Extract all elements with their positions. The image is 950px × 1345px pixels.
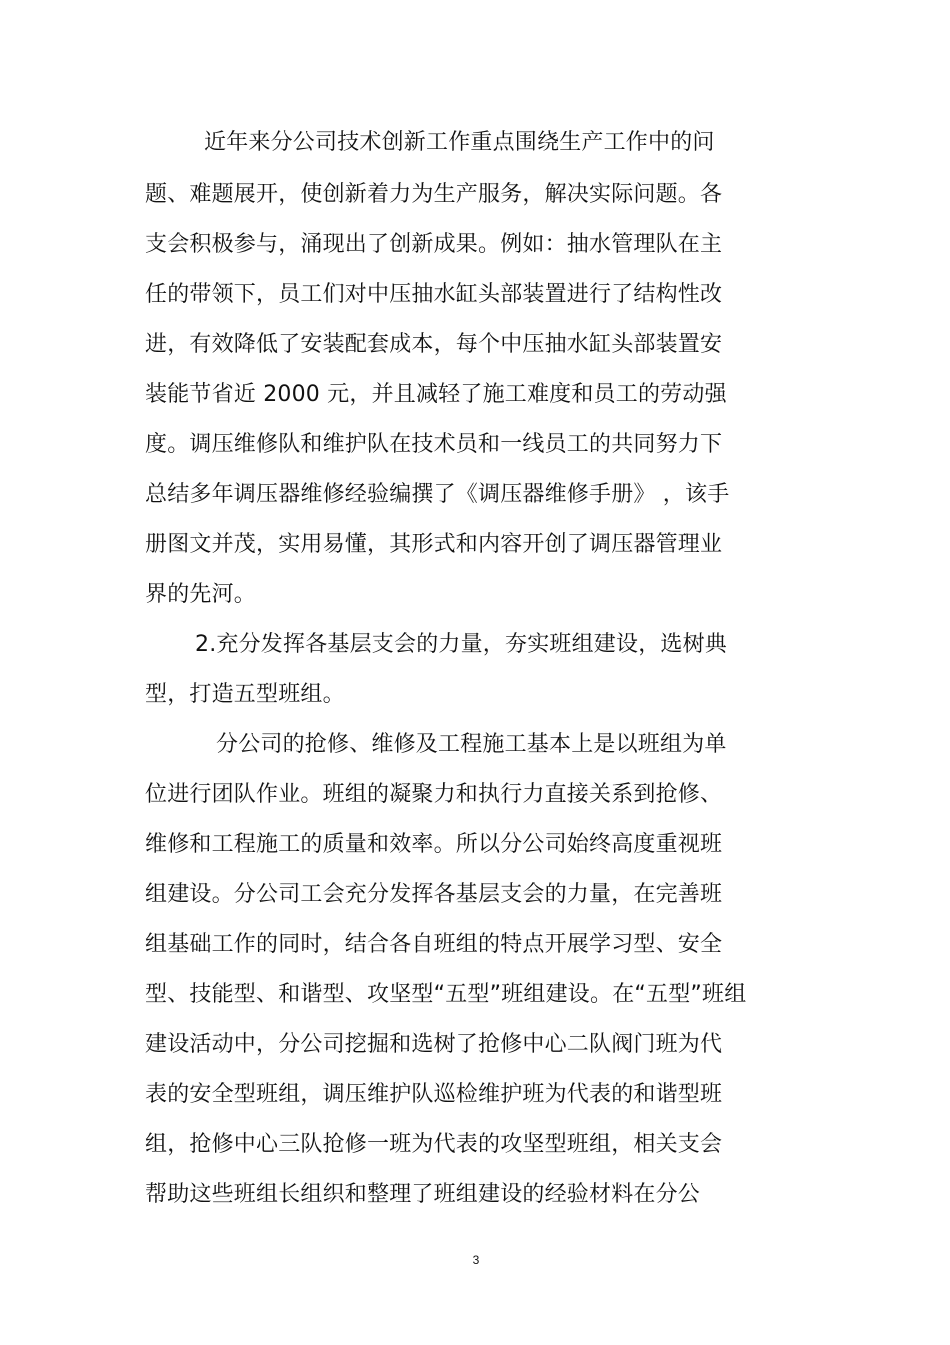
paragraph-line: 维修和工程施工的质量和效率。所以分公司始终高度重视班: [145, 832, 723, 857]
paragraph-line: 册图文并茂，实用易懂，其形式和内容开创了调压器管理业: [145, 532, 723, 557]
paragraph-line: 组，抢修中心三队抢修一班为代表的攻坚型班组，相关支会: [145, 1132, 723, 1157]
paragraph-line: 型、技能型、和谐型、攻坚型“五型”班组建设。在“五型”班组: [145, 982, 747, 1007]
paragraph-line: 进，有效降低了安装配套成本，每个中压抽水缸头部装置安: [145, 332, 723, 357]
paragraph-line: 表的安全型班组，调压维护队巡检维护班为代表的和谐型班: [145, 1082, 723, 1107]
paragraph-line: 建设活动中，分公司挖掘和选树了抢修中心二队阀门班为代: [145, 1032, 723, 1057]
paragraph-line: 装能节省近 2000 元，并且减轻了施工难度和员工的劳动强: [145, 382, 727, 407]
paragraph-line: 帮助这些班组长组织和整理了班组建设的经验材料在分公: [145, 1182, 701, 1207]
paragraph-line: 度。调压维修队和维护队在技术员和一线员工的共同努力下: [145, 432, 723, 457]
paragraph-line: 任的带领下，员工们对中压抽水缸头部装置进行了结构性改: [145, 282, 723, 307]
page-number: 3: [472, 1253, 480, 1267]
paragraph-line: 位进行团队作业。班组的凝聚力和执行力直接关系到抢修、: [145, 782, 723, 807]
paragraph-line: 组基础工作的同时，结合各自班组的特点开展学习型、安全: [145, 932, 723, 957]
section-heading-line: 型，打造五型班组。: [145, 682, 345, 707]
paragraph-line: 界的先河。: [145, 582, 257, 607]
paragraph-line: 题、难题展开，使创新着力为生产服务，解决实际问题。各: [145, 182, 723, 207]
section-heading-line: 2.充分发挥各基层支会的力量，夯实班组建设，选树典: [195, 632, 727, 657]
paragraph-line: 总结多年调压器维修经验编撰了《调压器维修手册》 ，该手: [145, 482, 730, 507]
paragraph-line: 近年来分公司技术创新工作重点围绕生产工作中的问: [204, 130, 715, 155]
paragraph-line: 支会积极参与，涌现出了创新成果。例如：抽水管理队在主: [145, 232, 723, 257]
paragraph-line: 分公司的抢修、维修及工程施工基本上是以班组为单: [216, 732, 727, 757]
paragraph-line: 组建设。分公司工会充分发挥各基层支会的力量，在完善班: [145, 882, 723, 907]
